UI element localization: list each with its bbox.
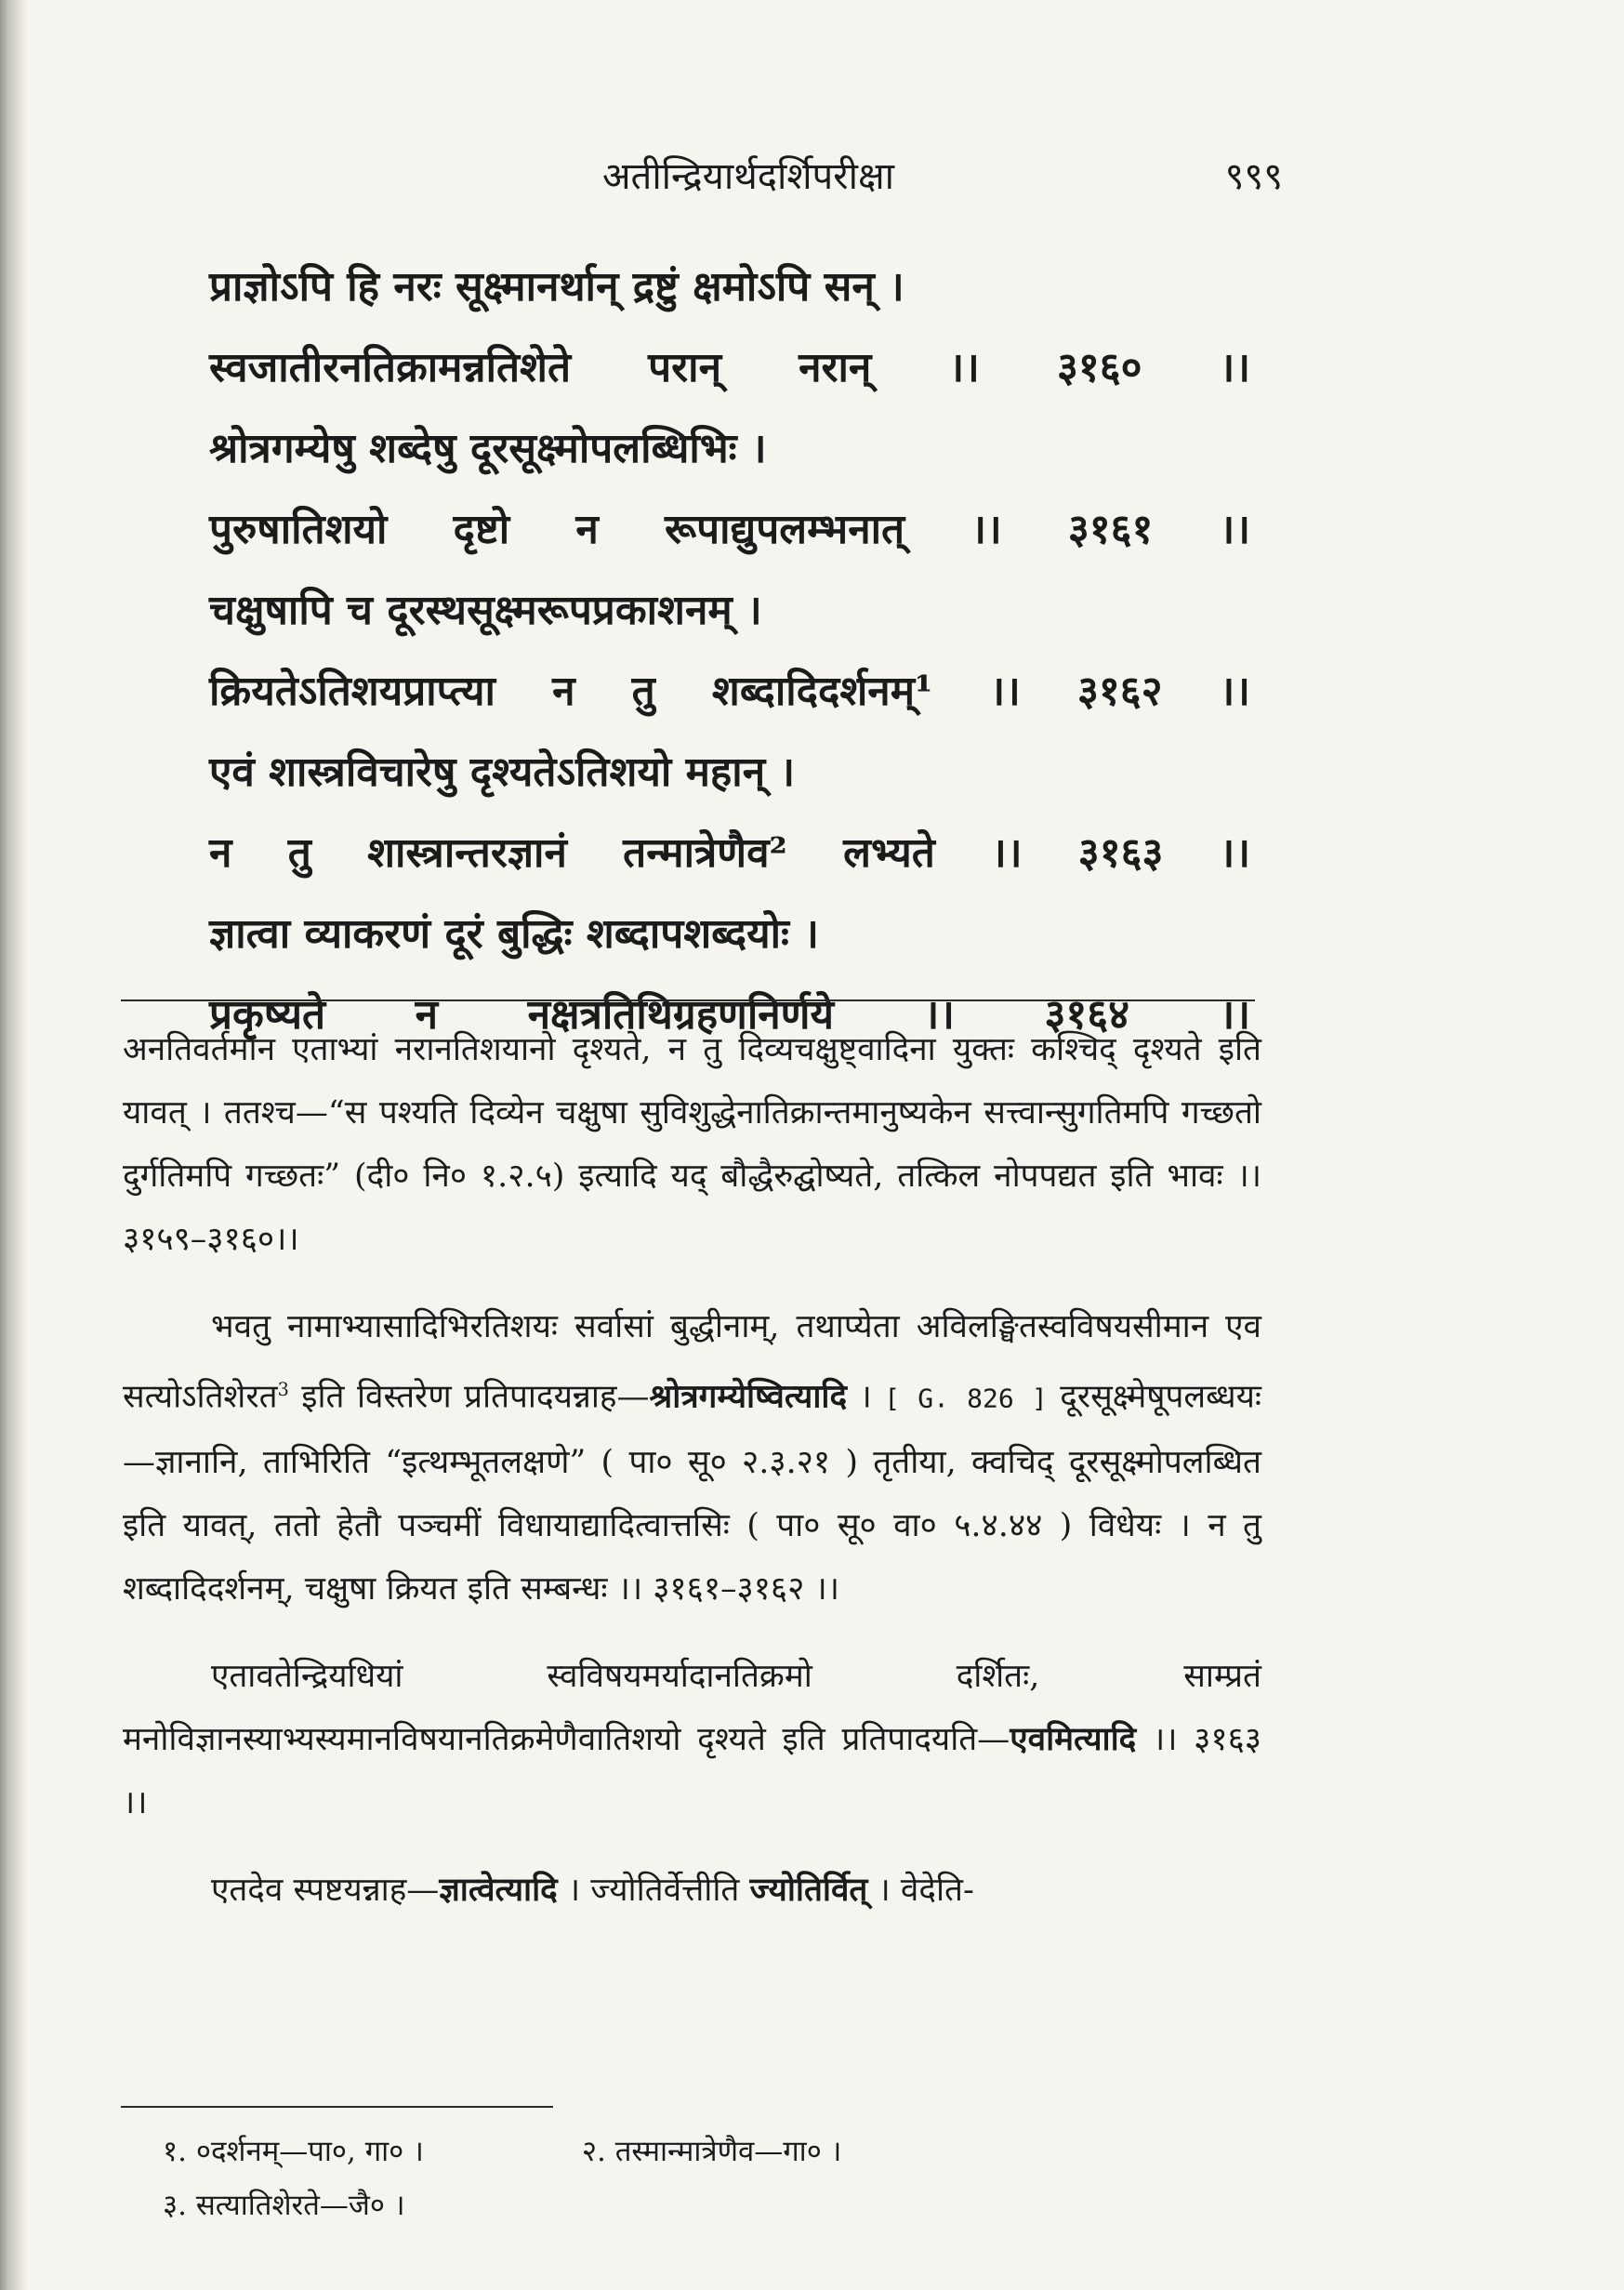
footnote: २. तस्मान्मात्रेणैव—गा० । bbox=[581, 2135, 842, 2168]
commentary-text: भवतु नामाभ्यासादिभिरतिशयः सर्वासां बुद्धीनाम्, तथाप्येता अविलङ्घितस्वविषयसीमान एव सत्योऽतिशेरत bbox=[123, 1308, 1261, 1416]
pratika-heading: एवमित्यादि bbox=[1010, 1719, 1137, 1758]
commentary-paragraph bbox=[123, 1859, 1261, 1922]
verse-line: प्राज्ञोऽपि हि नरः सूक्ष्मानर्थान् द्रष्टुं क्षमोऽपि सन् । bbox=[209, 263, 904, 311]
footnote-row bbox=[163, 2178, 1185, 2232]
verse-block bbox=[209, 246, 1250, 1055]
commentary-text: । bbox=[847, 1378, 885, 1416]
verse-line: चक्षुषापि च दूरस्थसूक्ष्मरूपप्रकाशनम् । bbox=[209, 587, 762, 634]
verse-divider bbox=[121, 999, 1255, 1001]
commentary-paragraph: अनतिवर्तमान एताभ्यां नरानतिशयानो दृश्यते, न तु दिव्यचक्षुष्ट्वादिना युक्तः कश्चिद् दृश्यते इति यावत् । ततश्च—“स पश्यति दिव्येन चक्षुषा सुविशुद्धेनातिक्रान्तमानुष्यकेन सत्त्वान्सुगतिमपि गच्छतो दुर्गतिमपि गच्छतः” (दी० नि० १.२.५) इत्यादि यद् बौद्धैरुद्घोष्यते, तत्किल नोपपद्यत इति भावः ।।३१५९–३१६०।। bbox=[123, 1031, 1261, 1258]
commentary-text: एतदेव स्पष्टयन्नाह— bbox=[211, 1871, 440, 1909]
footnote-row bbox=[163, 2125, 1185, 2178]
footnotes bbox=[163, 2125, 1185, 2232]
footnote: १. ०दर्शनम्—पा०, गा० । bbox=[163, 2135, 424, 2168]
commentary-text: । ज्योतिर्वेत्तीति bbox=[557, 1871, 750, 1909]
running-head bbox=[214, 149, 1283, 205]
running-title: अतीन्द्रियार्थदर्शिपरीक्षा bbox=[601, 155, 895, 198]
verse-line: श्रोत्रगम्येषु शब्देषु दूरसूक्ष्मोपलब्धिभिः । bbox=[209, 425, 767, 472]
commentary-paragraph bbox=[123, 1295, 1261, 1621]
verse-line: क्रियतेऽतिशयप्राप्त्या न तु शब्दादिदर्शनम्¹ ।। ३१६२ ।। bbox=[209, 668, 1250, 715]
commentary-text: । वेदेति- bbox=[867, 1871, 974, 1909]
commentary-text: ।। ३१६३ ।। bbox=[123, 1720, 1261, 1821]
page-edge-shadow bbox=[0, 0, 28, 2290]
page-number: ९९९ bbox=[1224, 155, 1283, 198]
verse-line: एवं शास्त्रविचारेषु दृश्यतेऽतिशयो महान् । bbox=[209, 748, 796, 796]
verse-line: पुरुषातिशयो दृष्टो न रूपाद्युपलम्भनात् ।। ३१६१ ।। bbox=[209, 506, 1250, 553]
commentary-text: इति विस्तरेण प्रतिपादयन्नाह— bbox=[288, 1378, 650, 1416]
commentary-text: एतावतेन्द्रियधियां स्वविषयमर्यादानतिक्रमो दर्शितः, साम्प्रतं मनोविज्ञानस्याभ्यस्यमानविषयानतिक्रमेणैवातिशयो दृश्यते इति प्रतिपादयति— bbox=[123, 1657, 1261, 1758]
verse-line: स्वजातीरनतिक्रामन्नतिशेते परान् नरान् ।। ३१६० ।। bbox=[209, 344, 1250, 391]
pratika-heading: ज्योतिर्वित् bbox=[749, 1870, 868, 1909]
footnote-marker: 3 bbox=[277, 1379, 289, 1400]
commentary-text: दूरसूक्ष्मेषूपलब्धयः—ज्ञानानि, ताभिरिति “इत्थम्भूतलक्षणे” ( पा० सू० २.३.२१ ) तृतीया, क्वचिद् दूरसूक्ष्मोपलब्धित इति यावत्, ततो हेतौ पञ्चमीं विधायाद्यादित्वात्तसिः ( पा० सू० वा० ५.४.४४ ) विधेयः । न तु शब्दादिदर्शनम्, चक्षुषा क्रियत इति सम्बन्धः ।। ३१६१–३१६२ ।। bbox=[123, 1378, 1262, 1608]
edition-page-ref: [ G. 826 ] bbox=[884, 1383, 1048, 1414]
footnote-divider bbox=[121, 2106, 553, 2108]
pratika-heading: श्रोत्रगम्येष्वित्यादि bbox=[649, 1377, 848, 1416]
verse-line: प्रकृष्यते न नक्षत्रतिथिग्रहणनिर्णये ।। ३१६४ ।। bbox=[209, 991, 1250, 1039]
verse-line: ज्ञात्वा व्याकरणं दूरं बुद्धिः शब्दापशब्दयोः । bbox=[209, 910, 819, 958]
verse-line: न तु शास्त्रान्तरज्ञानं तन्मात्रेणैव² लभ्यते ।। ३१६३ ।। bbox=[209, 829, 1250, 877]
commentary bbox=[123, 1018, 1261, 1946]
footnote: ३. सत्यातिशेरते—जै० । bbox=[163, 2189, 405, 2222]
commentary-paragraph bbox=[123, 1645, 1261, 1834]
pratika-heading: ज्ञात्वेत्यादि bbox=[439, 1870, 558, 1909]
